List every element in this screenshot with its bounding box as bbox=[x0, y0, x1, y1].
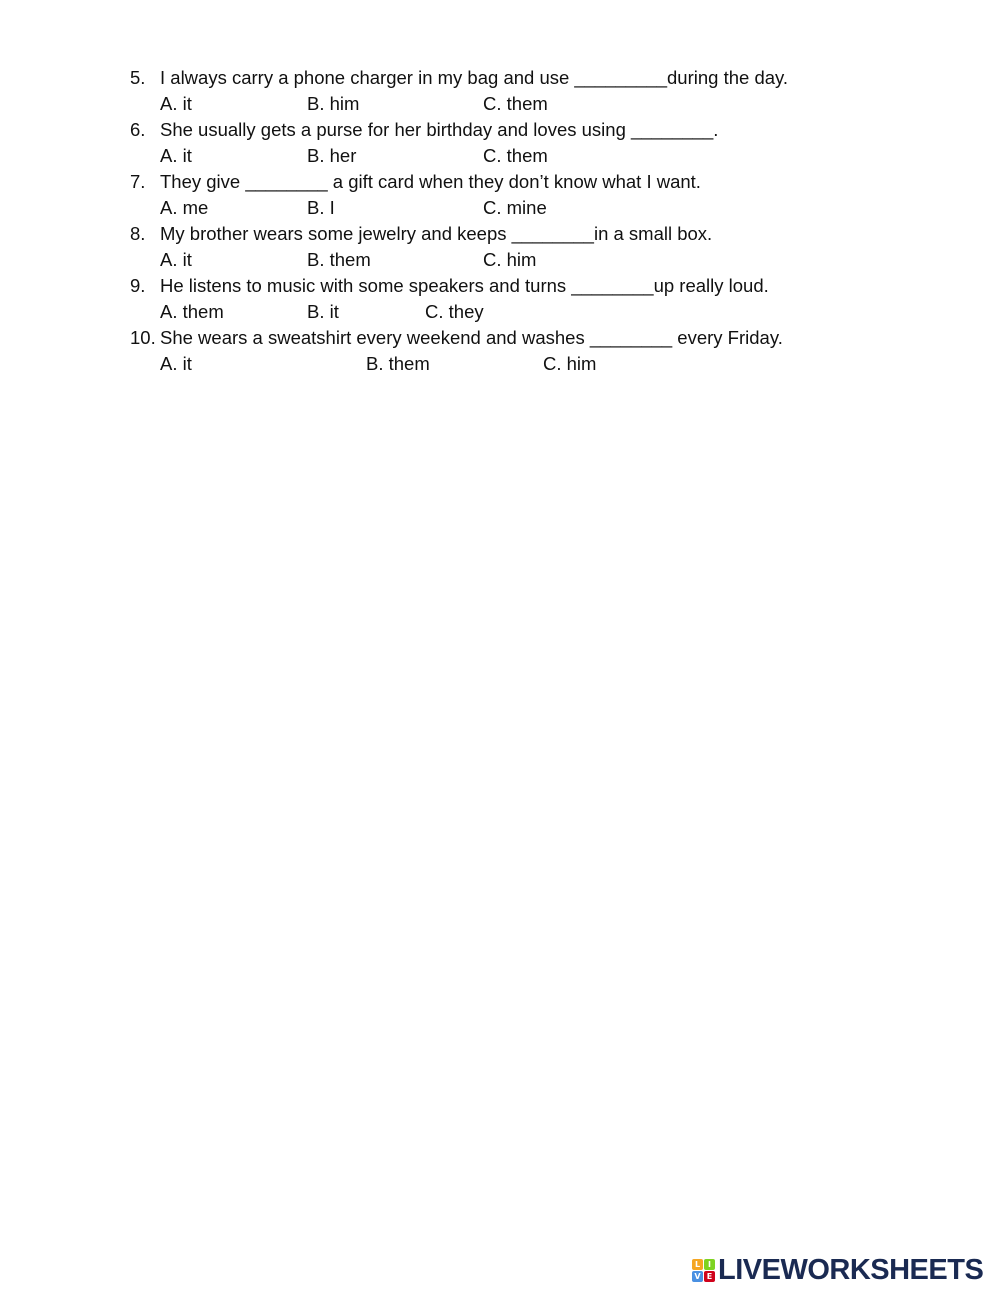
logo-mark-cell: E bbox=[704, 1271, 715, 1282]
question-text: She wears a sweatshirt every weekend and washes ________ every Friday. bbox=[160, 327, 783, 348]
question-number: 8. bbox=[130, 223, 146, 244]
options-row bbox=[0, 144, 1000, 170]
question-8 bbox=[0, 222, 1000, 274]
logo-text: LIVEWORKSHEETS bbox=[718, 1253, 984, 1286]
options-row bbox=[0, 300, 1000, 326]
logo-mark-cell: I bbox=[704, 1259, 715, 1270]
option-a: A. it bbox=[160, 93, 192, 114]
options-row bbox=[0, 352, 1000, 378]
option-c: C. him bbox=[483, 249, 537, 270]
option-c: C. they bbox=[425, 301, 484, 322]
option-b: B. I bbox=[307, 197, 335, 218]
option-c: C. him bbox=[543, 353, 597, 374]
question-text: They give ________ a gift card when they don’t know what I want. bbox=[160, 171, 701, 192]
question-number: 10. bbox=[130, 327, 156, 348]
question-text: He listens to music with some speakers and turns ________up really loud. bbox=[160, 275, 769, 296]
option-a: A. them bbox=[160, 301, 224, 322]
question-number: 7. bbox=[130, 171, 146, 192]
liveworksheets-logo bbox=[692, 1254, 983, 1286]
question-7 bbox=[0, 170, 1000, 222]
worksheet bbox=[0, 66, 1000, 378]
logo-mark-cell: V bbox=[692, 1271, 703, 1282]
option-c: C. them bbox=[483, 93, 548, 114]
question-number: 6. bbox=[130, 119, 146, 140]
option-b: B. him bbox=[307, 93, 360, 114]
question-text: My brother wears some jewelry and keeps ________in a small box. bbox=[160, 223, 713, 244]
option-a: A. it bbox=[160, 353, 192, 374]
question-text: She usually gets a purse for her birthday and loves using ________. bbox=[160, 119, 719, 140]
option-a: A. it bbox=[160, 145, 192, 166]
option-b: B. her bbox=[307, 145, 357, 166]
options-row bbox=[0, 92, 1000, 118]
question-line bbox=[0, 222, 1000, 248]
question-line bbox=[0, 66, 1000, 92]
question-9 bbox=[0, 274, 1000, 326]
question-6 bbox=[0, 118, 1000, 170]
question-10 bbox=[0, 326, 1000, 378]
liveworksheets-logo-icon bbox=[692, 1259, 715, 1282]
question-line bbox=[0, 326, 1000, 352]
options-row bbox=[0, 196, 1000, 222]
question-text: I always carry a phone charger in my bag and use _________during the day. bbox=[160, 67, 789, 88]
question-number: 9. bbox=[130, 275, 146, 296]
options-row bbox=[0, 248, 1000, 274]
question-number: 5. bbox=[130, 67, 146, 88]
option-b: B. them bbox=[366, 353, 430, 374]
question-line bbox=[0, 274, 1000, 300]
question-5 bbox=[0, 66, 1000, 118]
option-c: C. mine bbox=[483, 197, 547, 218]
option-a: A. me bbox=[160, 197, 209, 218]
question-line bbox=[0, 118, 1000, 144]
option-b: B. it bbox=[307, 301, 339, 322]
option-b: B. them bbox=[307, 249, 371, 270]
question-line bbox=[0, 170, 1000, 196]
option-a: A. it bbox=[160, 249, 192, 270]
option-c: C. them bbox=[483, 145, 548, 166]
logo-mark-cell: L bbox=[692, 1259, 703, 1270]
